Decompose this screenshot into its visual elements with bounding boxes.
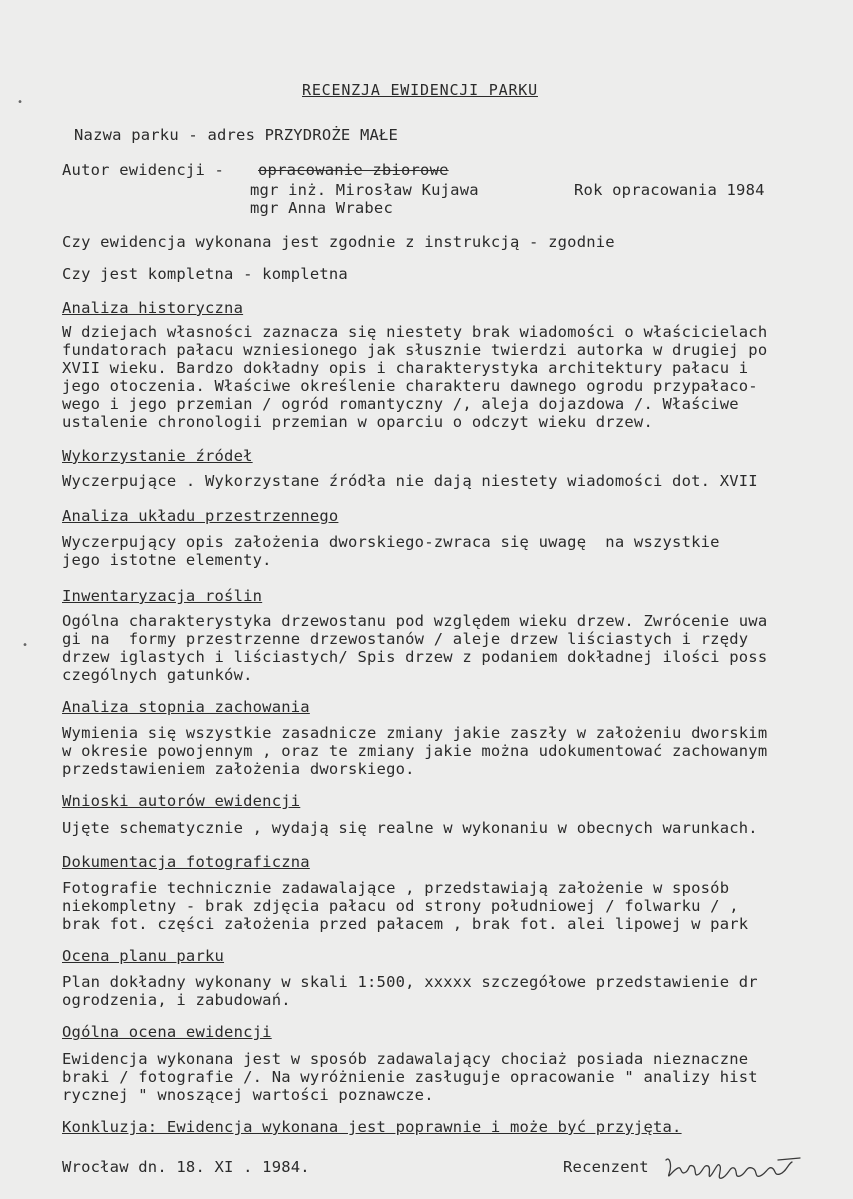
- section-heading: Analiza stopnia zachowania: [62, 698, 310, 716]
- year-line: Rok opracowania 1984: [574, 181, 765, 199]
- section-line: Ogólna charakterystyka drzewostanu pod względem wieku drzew. Zwrócenie uwa: [62, 612, 768, 630]
- section-line: przedstawieniem założenia dworskiego.: [62, 760, 415, 778]
- section-line: Wyczerpujący opis założenia dworskiego-zwraca się uwagę na wszystkie: [62, 533, 720, 551]
- section-line: w okresie powojennym , oraz te zmiany jakie można udokumentować zachowanym: [62, 742, 768, 760]
- section-heading: Dokumentacja fotograficzna: [62, 853, 310, 871]
- park-name-line: Nazwa parku - adres PRZYDROŻE MAŁE: [74, 126, 399, 144]
- section-line: Fotografie technicznie zadawalające , przedstawiają założenie w sposób: [62, 879, 730, 897]
- section-line: braki / fotografie /. Na wyróżnienie zasługuje opracowanie " analizy hist: [62, 1068, 758, 1086]
- section-line: Ujęte schematycznie , wydają się realne w wykonaniu w obecnych warunkach.: [62, 819, 758, 837]
- section-line: gi na formy przestrzenne drzewostanów / aleje drzew liściastych i rzędy: [62, 630, 749, 648]
- section-heading: Wykorzystanie źródeł: [62, 447, 253, 465]
- place-date: Wrocław dn. 18. XI . 1984.: [62, 1158, 310, 1176]
- complete-line: Czy jest kompletna - kompletna: [62, 265, 348, 283]
- margin-mark: •: [17, 97, 24, 108]
- author-name-2: mgr Anna Wrabec: [250, 199, 393, 217]
- section-line: W dziejach własności zaznacza się niestety brak wiadomości o właścicielach: [62, 323, 768, 341]
- section-line: ustalenie chronologii przemian w oparciu o odczyt wieku drzew.: [62, 413, 653, 431]
- section-line: wego i jego przemian / ogród romantyczny /, aleja dojazdowa /. Właściwe: [62, 395, 739, 413]
- section-line: jego istotne elementy.: [62, 551, 272, 569]
- author-label: Autor ewidencji -: [62, 161, 225, 179]
- section-heading: Analiza historyczna: [62, 299, 244, 317]
- author-struck-text: opracowanie zbiorowe: [258, 161, 449, 179]
- reviewer-label: Recenzent: [563, 1158, 649, 1176]
- section-line: XVII wieku. Bardzo dokładny opis i charakterystyka architektury pałacu i: [62, 359, 749, 377]
- section-heading: Analiza układu przestrzennego: [62, 507, 339, 525]
- author-name-1: mgr inż. Mirosław Kujawa: [250, 181, 479, 199]
- section-line: fundatorach pałacu wzniesionego jak słusznie twierdzi autorka w drugiej po: [62, 341, 768, 359]
- compliance-line: Czy ewidencja wykonana jest zgodnie z instrukcją - zgodnie: [62, 233, 615, 251]
- conclusion: Konkluzja: Ewidencja wykonana jest poprawnie i może być przyjęta.: [62, 1118, 682, 1136]
- section-line: jego otoczenia. Właściwe określenie charakteru dawnego ogrodu przypałaco-: [62, 377, 758, 395]
- section-heading: Ocena planu parku: [62, 947, 225, 965]
- section-line: rycznej " wnoszącej wartości poznawcze.: [62, 1086, 434, 1104]
- section-line: Wyczerpujące . Wykorzystane źródła nie dają niestety wiadomości dot. XVII: [62, 472, 758, 490]
- section-line: drzew iglastych i liściastych/ Spis drzew z podaniem dokładnej ilości poss: [62, 648, 768, 666]
- section-heading: Inwentaryzacja roślin: [62, 587, 263, 605]
- section-line: niekompletny - brak zdjęcia pałacu od strony południowej / folwarku / ,: [62, 897, 739, 915]
- margin-mark: •: [22, 640, 29, 651]
- section-line: brak fot. części założenia przed pałacem , brak fot. alei lipowej w park: [62, 915, 749, 933]
- section-heading: Ogólna ocena ewidencji: [62, 1023, 272, 1041]
- section-line: czególnych gatunków.: [62, 666, 253, 684]
- page-title: RECENZJA EWIDENCJI PARKU: [302, 81, 538, 99]
- section-line: Ewidencja wykonana jest w sposób zadawalający chociaż posiada nieznaczne: [62, 1050, 749, 1068]
- section-heading: Wnioski autorów ewidencji: [62, 792, 301, 810]
- handwritten-signature: [660, 1152, 810, 1186]
- section-line: ogrodzenia, i zabudowań.: [62, 991, 291, 1009]
- section-line: Plan dokładny wykonany w skali 1:500, xxxxx szczegółowe przedstawienie dr: [62, 973, 758, 991]
- section-line: Wymienia się wszystkie zasadnicze zmiany jakie zaszły w założeniu dworskim: [62, 724, 768, 742]
